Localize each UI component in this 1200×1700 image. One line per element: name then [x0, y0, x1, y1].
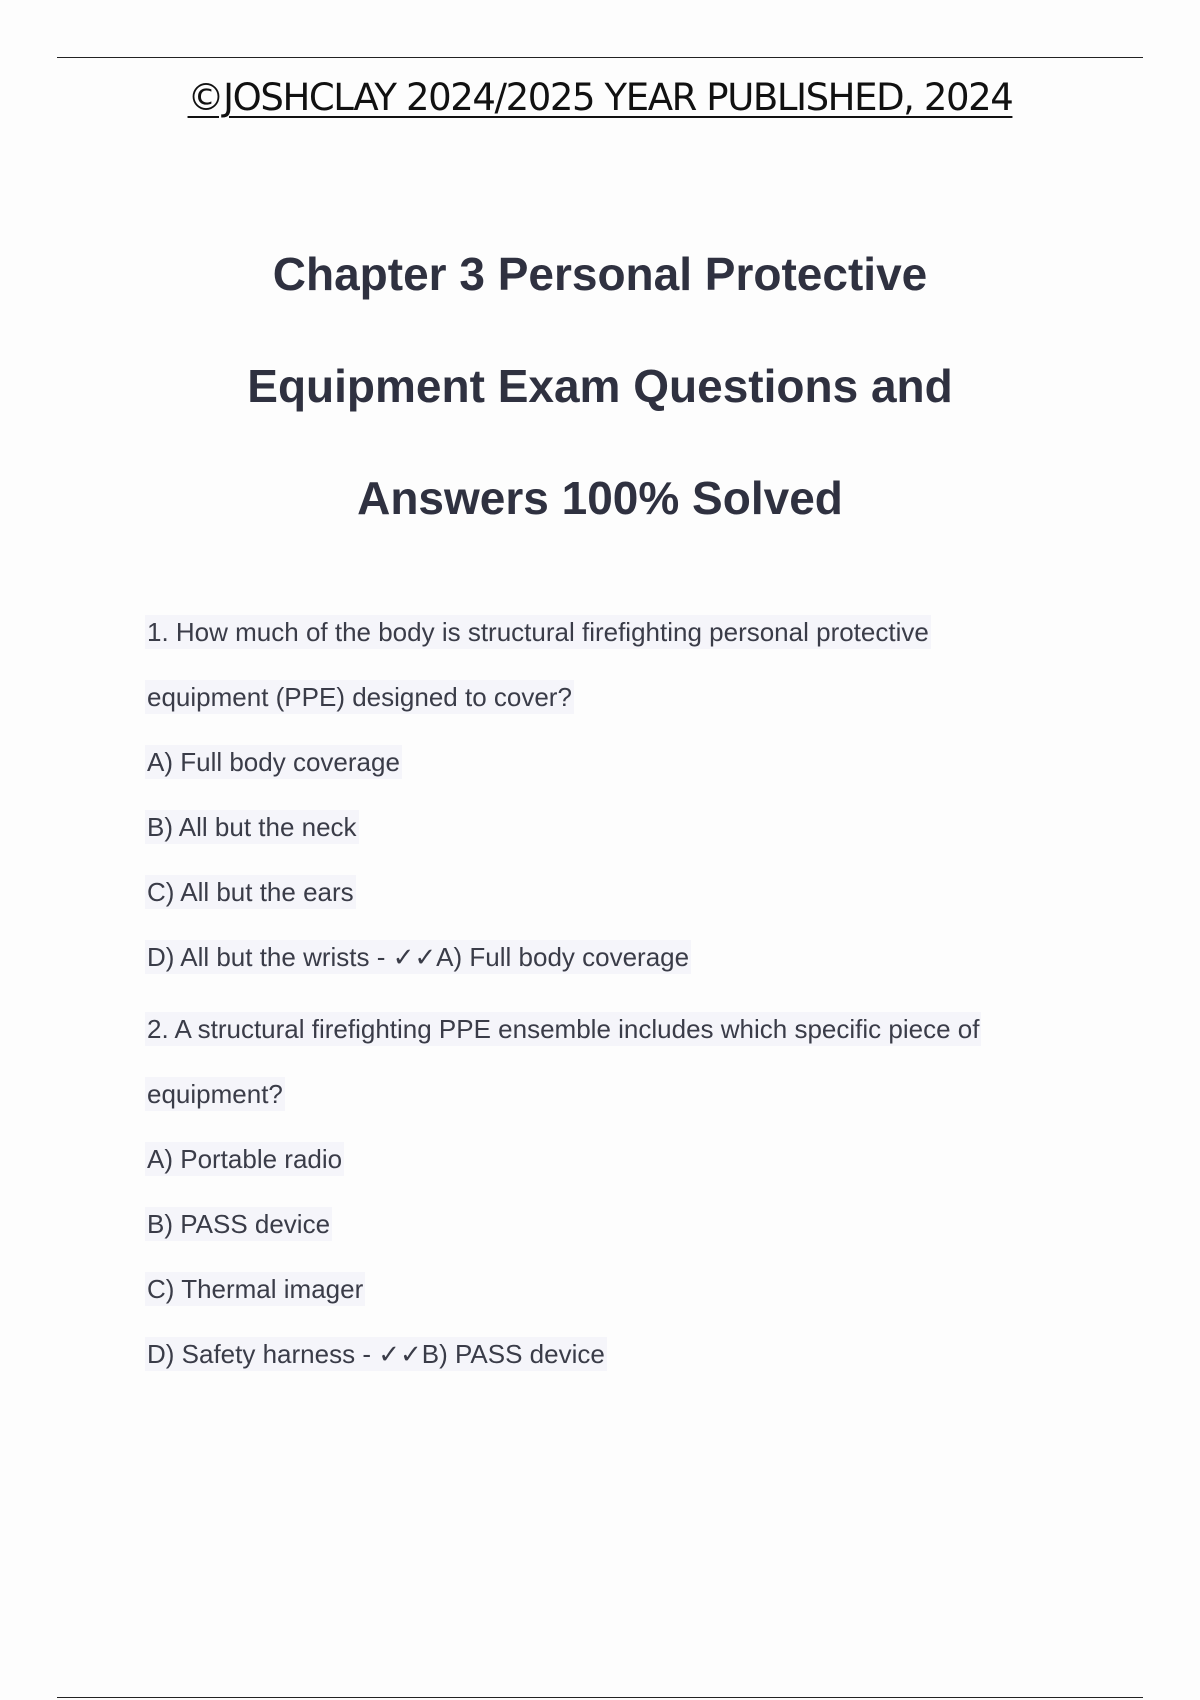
question-text-line: 2. A structural firefighting PPE ensemble includes which specific piece of — [147, 1014, 980, 1044]
question-2 — [145, 1009, 1105, 1406]
question-text-line: equipment? — [147, 1079, 283, 1109]
answer-option: C) All but the ears — [147, 877, 354, 907]
answer-option-with-solution: D) Safety harness - ✓✓B) PASS device — [147, 1339, 605, 1369]
title-line-1: Chapter 3 Personal Protective — [272, 248, 928, 300]
answer-option: C) Thermal imager — [147, 1274, 364, 1304]
question-text-line: equipment (PPE) designed to cover? — [147, 682, 572, 712]
answer-option-with-solution: D) All but the wrists - ✓✓A) Full body coverage — [147, 942, 690, 972]
copyright-header — [0, 76, 1200, 119]
document-title — [0, 218, 1200, 554]
title-line-3: Answers 100% Solved — [357, 472, 843, 524]
copyright-text: ©JOSHCLAY 2024/2025 YEAR PUBLISHED, 2024 — [187, 76, 1013, 119]
answer-option: B) All but the neck — [147, 812, 357, 842]
title-line-2: Equipment Exam Questions and — [247, 360, 953, 412]
answer-option: B) PASS device — [147, 1209, 331, 1239]
answer-option: A) Full body coverage — [147, 747, 400, 777]
question-1 — [145, 612, 1105, 1009]
answer-option: A) Portable radio — [147, 1144, 343, 1174]
footer-rule — [57, 1697, 1143, 1698]
question-text-line: 1. How much of the body is structural firefighting personal protective — [147, 617, 929, 647]
question-list — [145, 612, 1105, 1406]
header-rule — [57, 57, 1143, 58]
